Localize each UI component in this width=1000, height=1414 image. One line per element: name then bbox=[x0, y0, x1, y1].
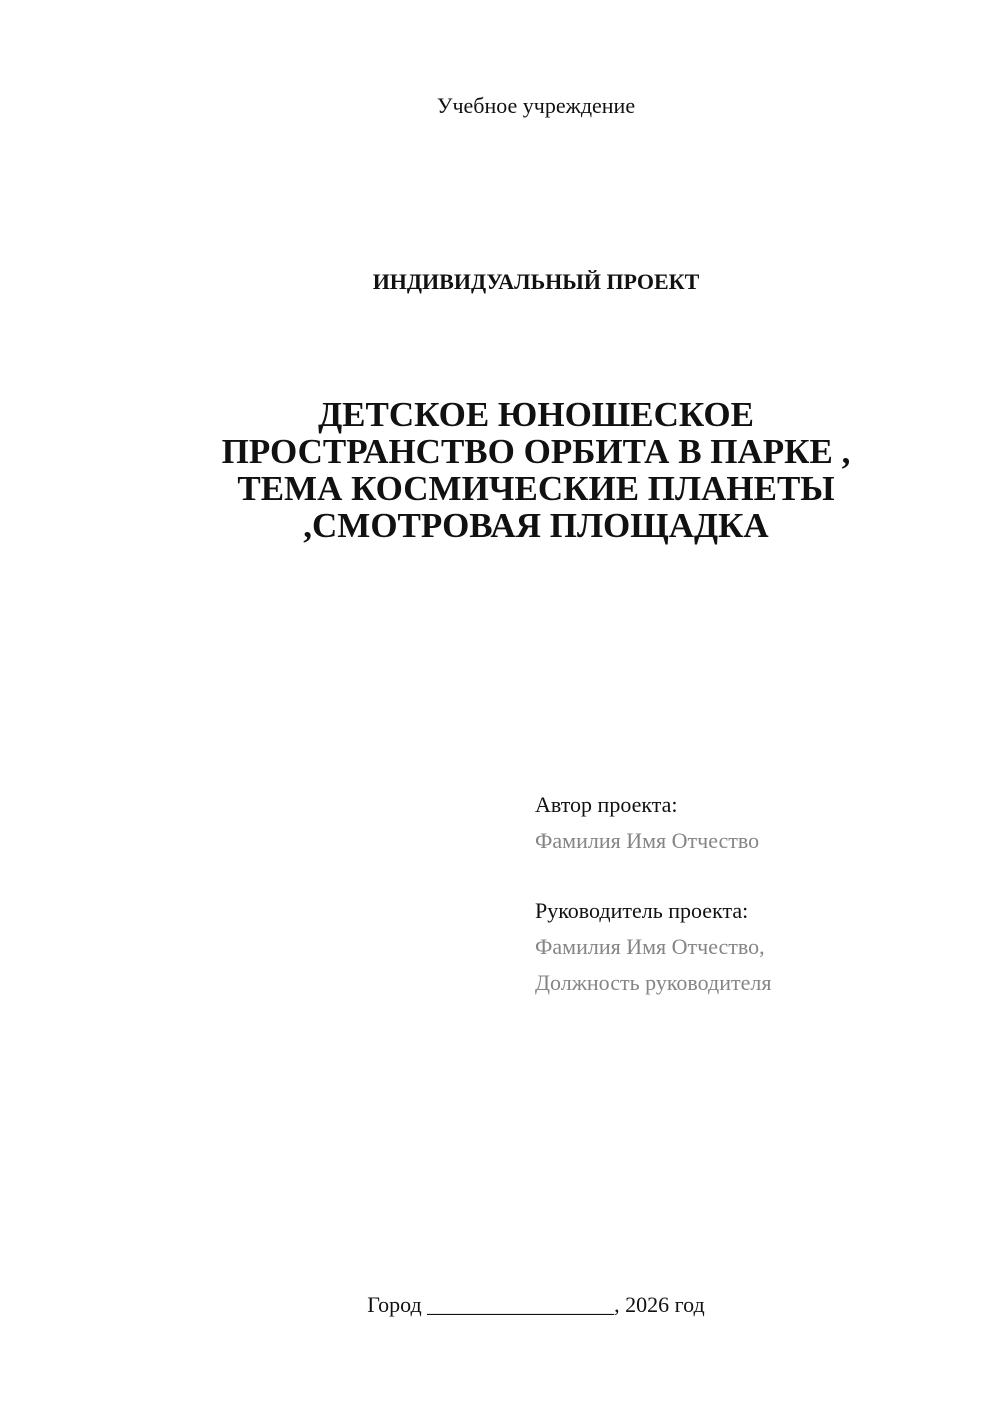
supervisor-position-placeholder: Должность руководителя bbox=[535, 970, 772, 995]
city-year-line: Город _________________, 2026 год bbox=[367, 1292, 705, 1317]
author-block bbox=[535, 787, 975, 859]
project-title bbox=[150, 396, 922, 544]
supervisor-label: Руководитель проекта: bbox=[535, 898, 749, 923]
project-type-heading: ИНДИВИДУАЛЬНЫЙ ПРОЕКТ bbox=[372, 269, 700, 294]
institution-name: Учебное учреждение bbox=[436, 93, 636, 118]
supervisor-block bbox=[535, 893, 975, 1001]
project-title-line: ТЕМА КОСМИЧЕСКИЕ ПЛАНЕТЫ bbox=[237, 469, 835, 508]
project-title-line: ,СМОТРОВАЯ ПЛОЩАДКА bbox=[303, 506, 769, 545]
supervisor-name-placeholder: Фамилия Имя Отчество, bbox=[535, 934, 765, 959]
project-title-line: ПРОСТРАНСТВО ОРБИТА В ПАРКЕ , bbox=[221, 432, 851, 471]
author-label: Автор проекта: bbox=[535, 792, 678, 817]
author-name-placeholder: Фамилия Имя Отчество bbox=[535, 828, 760, 853]
project-title-line: ДЕТСКОЕ ЮНОШЕСКОЕ bbox=[318, 395, 754, 434]
